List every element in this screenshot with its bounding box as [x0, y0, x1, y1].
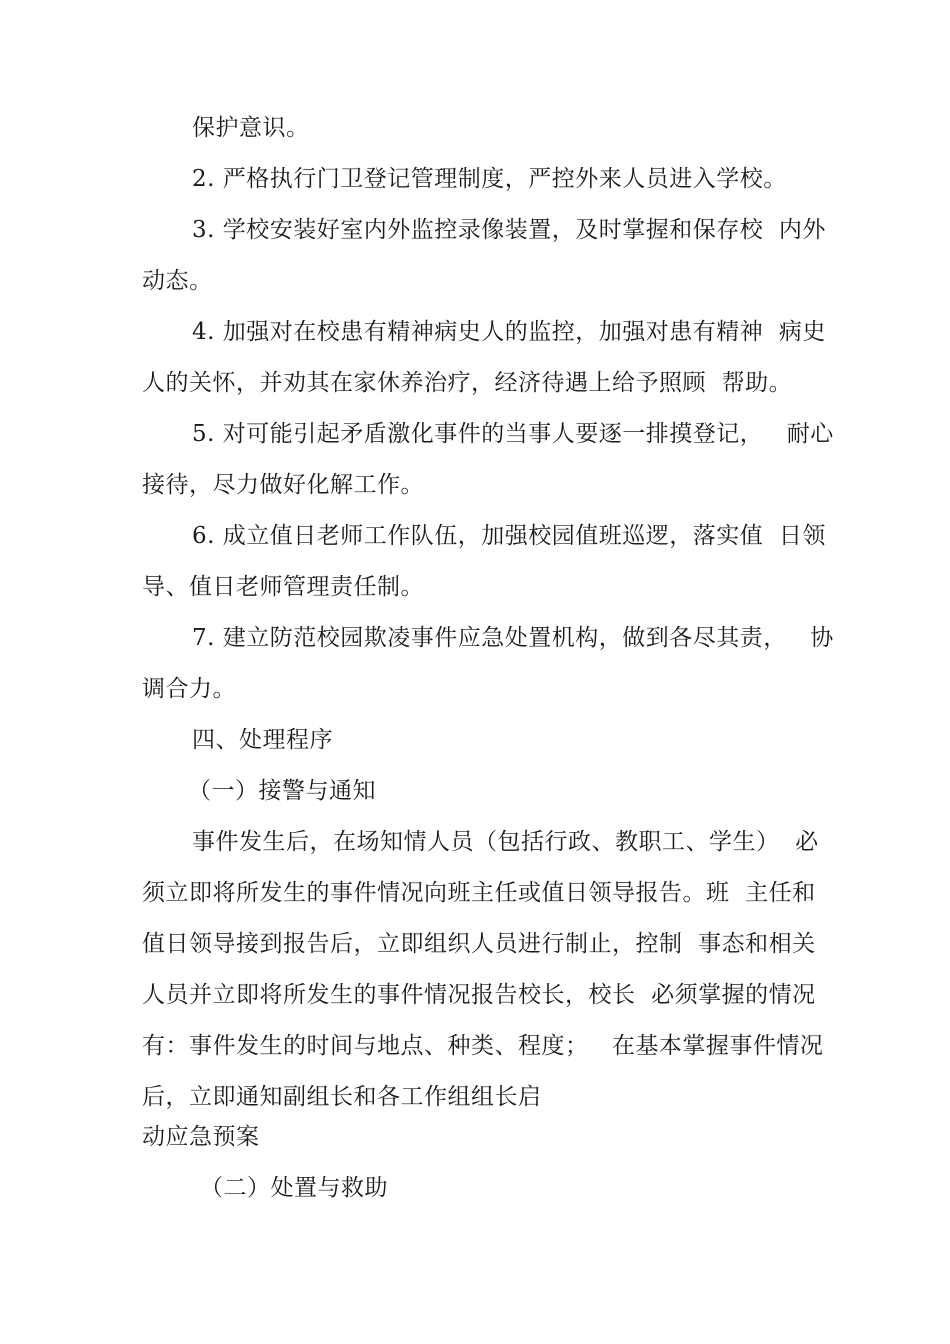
text-line: 动应急预案	[142, 1124, 260, 1150]
text-line: 人员并立即将所发生的事件情况报告校长，校长 必须掌握的情况	[142, 982, 816, 1008]
text-line: 7. 建立防范校园欺凌事件应急处置机构，做到各尽其责， 协	[192, 625, 834, 651]
section-heading: 四、处理程序	[192, 727, 333, 753]
text-line: 导、值日老师管理责任制。	[142, 574, 424, 600]
text-line: 4. 加强对在校患有精神病史人的监控，加强对患有精神 病史	[192, 319, 826, 345]
text-line: 事件发生后，在场知情人员（包括行政、教职工、学生） 必	[192, 829, 819, 855]
text-line: 后，立即通知副组长和各工作组组长启	[142, 1084, 542, 1110]
text-line: 保护意识。	[192, 115, 310, 141]
text-line: 须立即将所发生的事件情况向班主任或值日领导报告。班 主任和	[142, 880, 816, 906]
text-line: 接待，尽力做好化解工作。	[142, 472, 424, 498]
text-line: 有：事件发生的时间与地点、种类、程度； 在基本掌握事件情况	[142, 1033, 824, 1059]
text-line: 6. 成立值日老师工作队伍，加强校园值班巡逻，落实值 日领	[192, 523, 826, 549]
text-line: 动态。	[142, 268, 213, 294]
text-line: 2. 严格执行门卫登记管理制度，严控外来人员进入学校。	[192, 166, 787, 192]
text-line: 3. 学校安装好室内外监控录像装置，及时掌握和保存校 内外	[192, 217, 826, 243]
text-line: 5. 对可能引起矛盾激化事件的当事人要逐一排摸登记， 耐心	[192, 421, 834, 447]
subsection-heading: （一）接警与通知	[188, 778, 376, 804]
text-line: 值日领导接到报告后，立即组织人员进行制止，控制 事态和相关	[142, 931, 816, 957]
subsection-heading: （二）处置与救助	[200, 1175, 388, 1201]
text-line: 人的关怀，并劝其在家休养治疗，经济待遇上给予照顾 帮助。	[142, 370, 793, 396]
text-line: 调合力。	[142, 676, 236, 702]
